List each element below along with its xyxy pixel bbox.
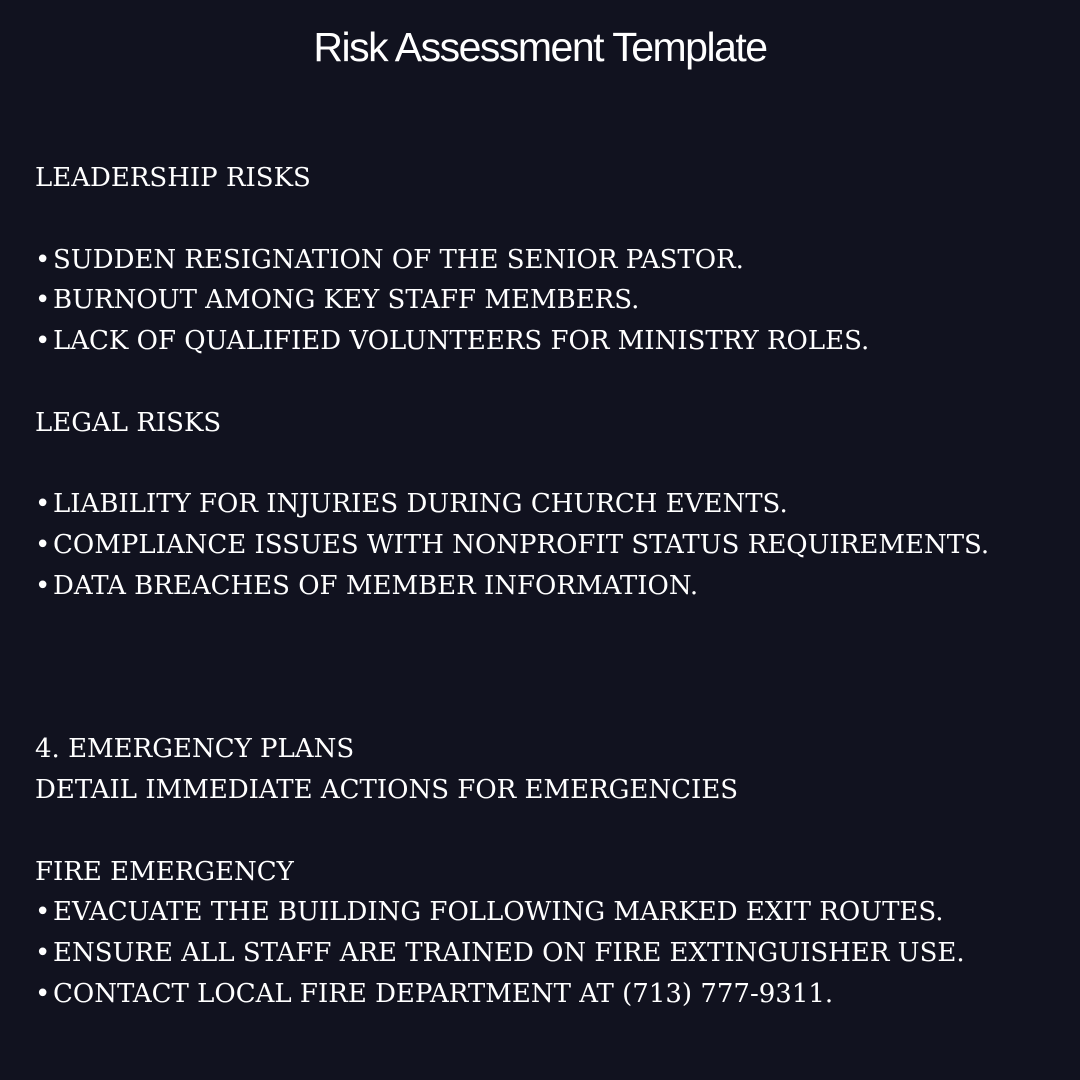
list-item-text: COMPLIANCE ISSUES WITH NONPROFIT STATUS REQUIREMENTS.	[53, 530, 990, 561]
list-item-text: DATA BREACHES OF MEMBER INFORMATION.	[53, 570, 699, 601]
section-subheading: DETAIL IMMEDIATE ACTIONS FOR EMERGENCIES	[35, 774, 739, 805]
bullet-marker: •	[35, 285, 51, 316]
list-item-text: EVACUATE THE BUILDING FOLLOWING MARKED EXIT ROUTES.	[53, 897, 944, 928]
page-title: Risk Assessment Template	[313, 24, 767, 70]
list-item	[35, 566, 1065, 607]
bullet-marker: •	[35, 938, 51, 969]
spacer	[35, 362, 1065, 403]
bullet-marker: •	[35, 897, 51, 928]
list-item-text: LACK OF QUALIFIED VOLUNTEERS FOR MINISTRY ROLES.	[53, 326, 870, 357]
section-heading-fire-emergency: FIRE EMERGENCY	[35, 856, 294, 887]
bullet-marker: •	[35, 978, 51, 1009]
spacer	[35, 607, 1065, 689]
bullet-marker: •	[35, 530, 51, 561]
list-item-text: LIABILITY FOR INJURIES DURING CHURCH EVENTS.	[53, 489, 788, 520]
document-body	[35, 158, 1065, 1015]
section-heading-leadership-risks: LEADERSHIP RISKS	[35, 163, 311, 193]
list-item-text: ENSURE ALL STAFF ARE TRAINED ON FIRE EXTINGUISHER USE.	[53, 938, 965, 969]
list-item-text: SUDDEN RESIGNATION OF THE SENIOR PASTOR.	[53, 244, 744, 275]
spacer	[35, 688, 1065, 729]
bullet-marker: •	[35, 326, 51, 357]
list-item-text: CONTACT LOCAL FIRE DEPARTMENT AT (713) 777-9311.	[53, 978, 834, 1009]
spacer	[35, 811, 1065, 852]
list-item	[35, 892, 1065, 933]
list-item-text: BURNOUT AMONG KEY STAFF MEMBERS.	[53, 285, 640, 316]
bullet-marker: •	[35, 489, 51, 520]
list-item	[35, 974, 1065, 1015]
list-item	[35, 484, 1065, 525]
section-heading-legal-risks: LEGAL RISKS	[35, 407, 222, 438]
spacer	[35, 199, 1065, 240]
list-item	[35, 321, 1065, 362]
list-item	[35, 933, 1065, 974]
list-item	[35, 240, 1065, 281]
bullet-marker: •	[35, 244, 51, 275]
list-item	[35, 280, 1065, 321]
spacer	[35, 444, 1065, 485]
list-item	[35, 525, 1065, 566]
section-heading-emergency-plans: 4. EMERGENCY PLANS	[35, 734, 355, 765]
bullet-marker: •	[35, 570, 51, 601]
